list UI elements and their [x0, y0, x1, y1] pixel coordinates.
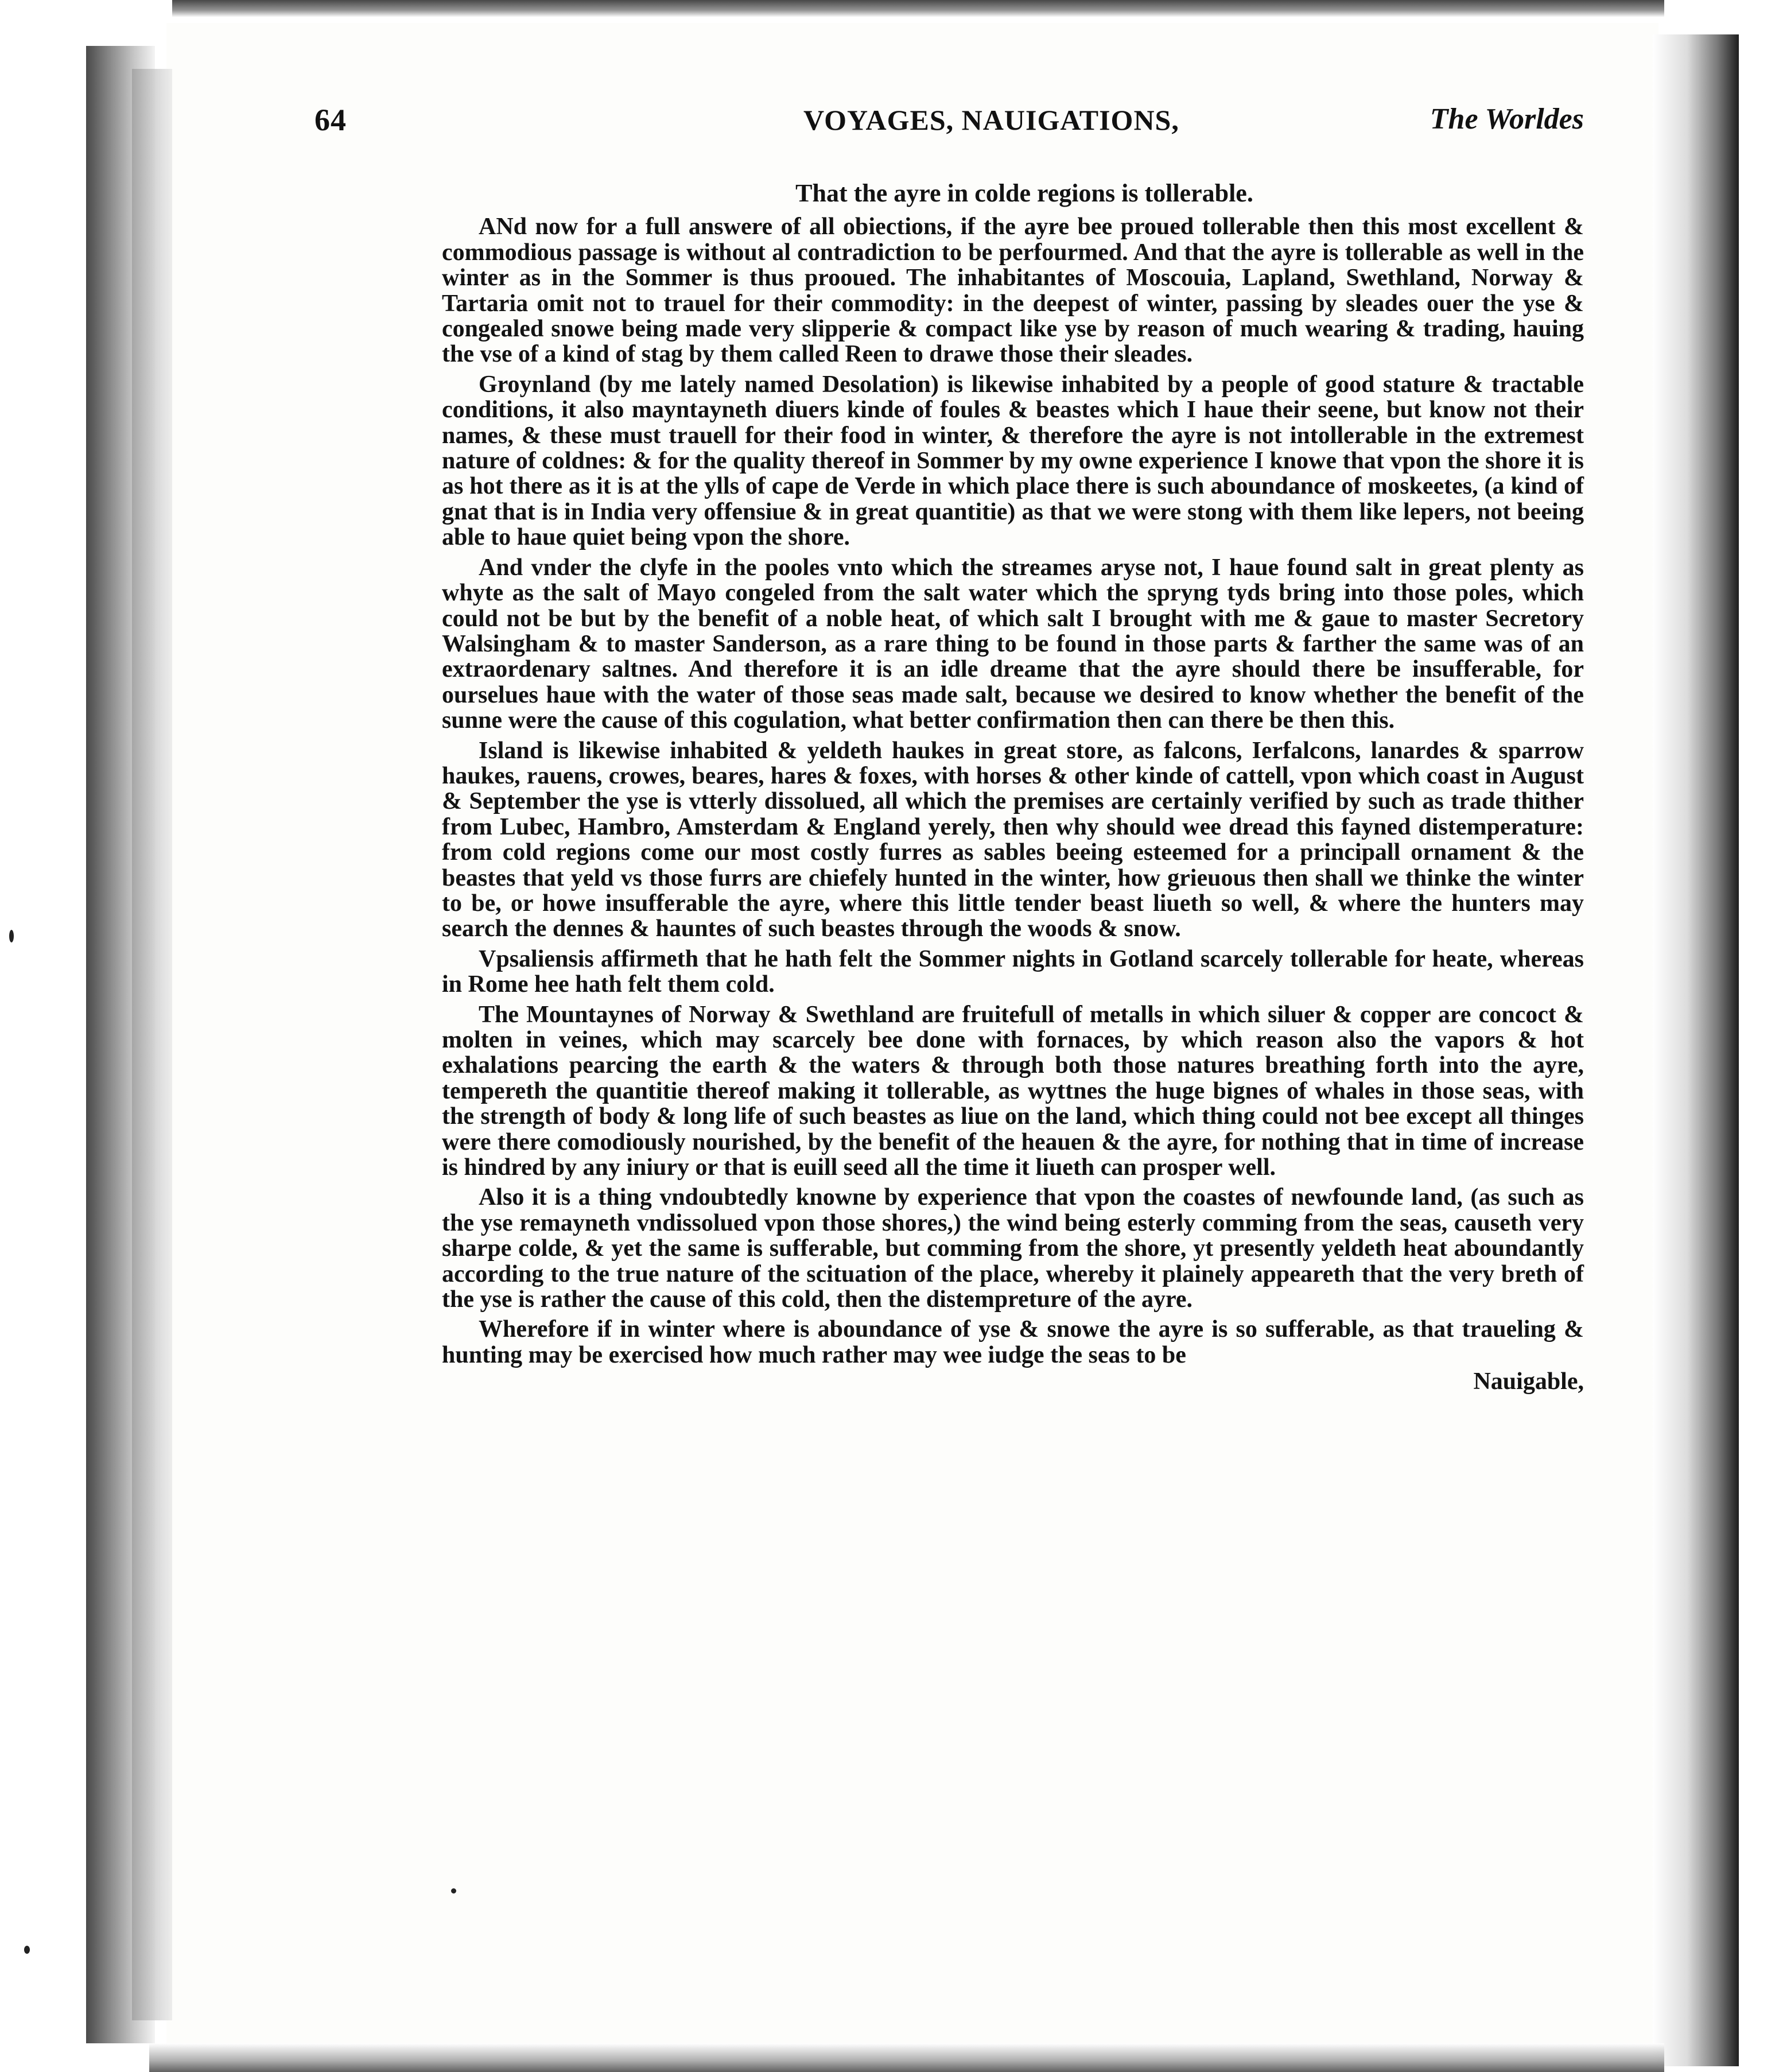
paragraph: Wherefore if in winter where is aboundance of yse & snowe the ayre is so sufferable, as that traueling & hunting may be exercised how much rather may wee iudge the seas to be [442, 1316, 1584, 1368]
ink-speck [9, 930, 14, 942]
main-text-block [442, 181, 1584, 1395]
page-number: 64 [314, 103, 347, 137]
paragraph: Vpsaliensis affirmeth that he hath felt the Sommer nights in Gotland scarcely tollerable for heate, whereas in Rome hee hath felt them cold. [442, 945, 1584, 998]
paragraph: Groynland (by me lately named Desolation) is likewise inhabited by a people of good stature & tractable conditions, it also mayntayneth diuers kinde of foules & beastes which I haue their seene, but know not their names, & these must trauell for their food in winter, & therefore the ayre is not intollerable in the extremest nature of coldnes: & for the quality thereof in Sommer by my owne experience I knowe that vpon the shore it is as hot there as it is at the ylls of cape de Verde in which place there is such aboundance of moskeetes, (a kind of gnat that is in India very offensiue & in great quantitie) as that we were stong with them like lepers, not beeing able to haue quiet being vpon the shore. [442, 371, 1584, 551]
page-right-edge [1653, 34, 1739, 2066]
ink-speck [451, 1888, 456, 1893]
section-heading: That the ayre in colde regions is tollerable. [795, 179, 1253, 207]
page-bottom-edge [149, 2043, 1664, 2072]
catchword: Nauigable, [1473, 1368, 1584, 1395]
paragraph: And vnder the clyfe in the pooles vnto which the streames aryse not, I haue found salt in great plenty as whyte as the salt of Mayo congeled from the salt water which the spryng tyds bring into those poles, which could not be but by the benefit of a noble heat, of which salt I brought with me & gaue to master Secretory Walsingham & to master Sanderson, as a rare thing to be found in those parts & farther the same was of an extraordenary saltnes. And therefore it is an idle dreame that the ayre should there be insufferable, for ourselues haue with the water of those seas made salt, because we desired to know whether the benefit of the sunne were the cause of this cogulation, what better confirmation then can there be then this. [442, 554, 1584, 734]
paragraph: The Mountaynes of Norway & Swethland are fruitefull of metalls in which siluer & copper are concoct & molten in veines, which may scarcely bee done with fornaces, by which reason also the vapors & hot exhalations pearcing the earth & the waters & through both those natures breathing forth into the ayre, tempereth the quantitie thereof making it tollerable, as wyttnes the huge bignes of whales in those seas, with the strength of body & long life of such beastes as liue on the land, which thing could not bee except all thinges were there comodiously nourished, by the benefit of the heauen & the ayre, for nothing that in time of increase is hindred by any iniury or that is euill seed all the time it liueth can prosper well. [442, 1001, 1584, 1181]
binding-shadow-inner [132, 69, 172, 2020]
ink-speck [24, 1946, 30, 1954]
paragraph: Also it is a thing vndoubtedly knowne by experience that vpon the coastes of newfounde land, (as such as the yse remayneth vndissolued vpon those shores,) the wind being esterly comming from the seas, causeth very sharpe colde, & yet the same is sufferable, but comming from the shore, yt presently yeldeth heat aboundantly according to the true nature of the scituation of the place, whereby it plainely appeareth that the very breth of the yse is rather the cause of this cold, then the distempreture of the ayre. [442, 1184, 1584, 1313]
paragraph: Island is likewise inhabited & yeldeth haukes in great store, as falcons, Ierfalcons, lanardes & sparrow haukes, rauens, crowes, beares, hares & foxes, with horses & other kinde of cattell, vpon which coast in August & September the yse is vtterly dissolued, all which the premises are certainly verified by such as trade thither from Lubec, Hambro, Amsterdam & England yerely, then why should wee dread this fayned distemperature: from cold regions come our most costly furres as sables beeing esteemed for a principall ornament & the beastes that yeld vs those furrs are chiefely hunted in the winter, how grieuous then shall we thinke the winter to be, or howe insufferable the ayre, where this little tender beast liueth so well, & where the hunters may search the dennes & hauntes of such beastes through the woods & snow. [442, 737, 1584, 942]
running-header [298, 102, 1584, 148]
header-right-text: The Worldes [1430, 103, 1584, 135]
header-title: VOYAGES, NAUIGATIONS, [803, 104, 1179, 136]
page-top-edge [172, 0, 1664, 17]
paragraph: ANd now for a full answere of all obiections, if the ayre bee proued tollerable then this most excellent & commodious passage is without al contradiction to be perfourmed. And that the ayre is tollerable as well in the winter as in the Sommer is thus prooued. The inhabitantes of Moscouia, Lapland, Swethland, Norway & Tartaria omit not to trauel for their commodity: in the deepest of winter, passing by sleades ouer the yse & congealed snowe being made very slipperie & compact like yse by reason of much wearing & trading, hauing the vse of a kind of stag by them called Reen to drawe those their sleades. [442, 214, 1584, 368]
